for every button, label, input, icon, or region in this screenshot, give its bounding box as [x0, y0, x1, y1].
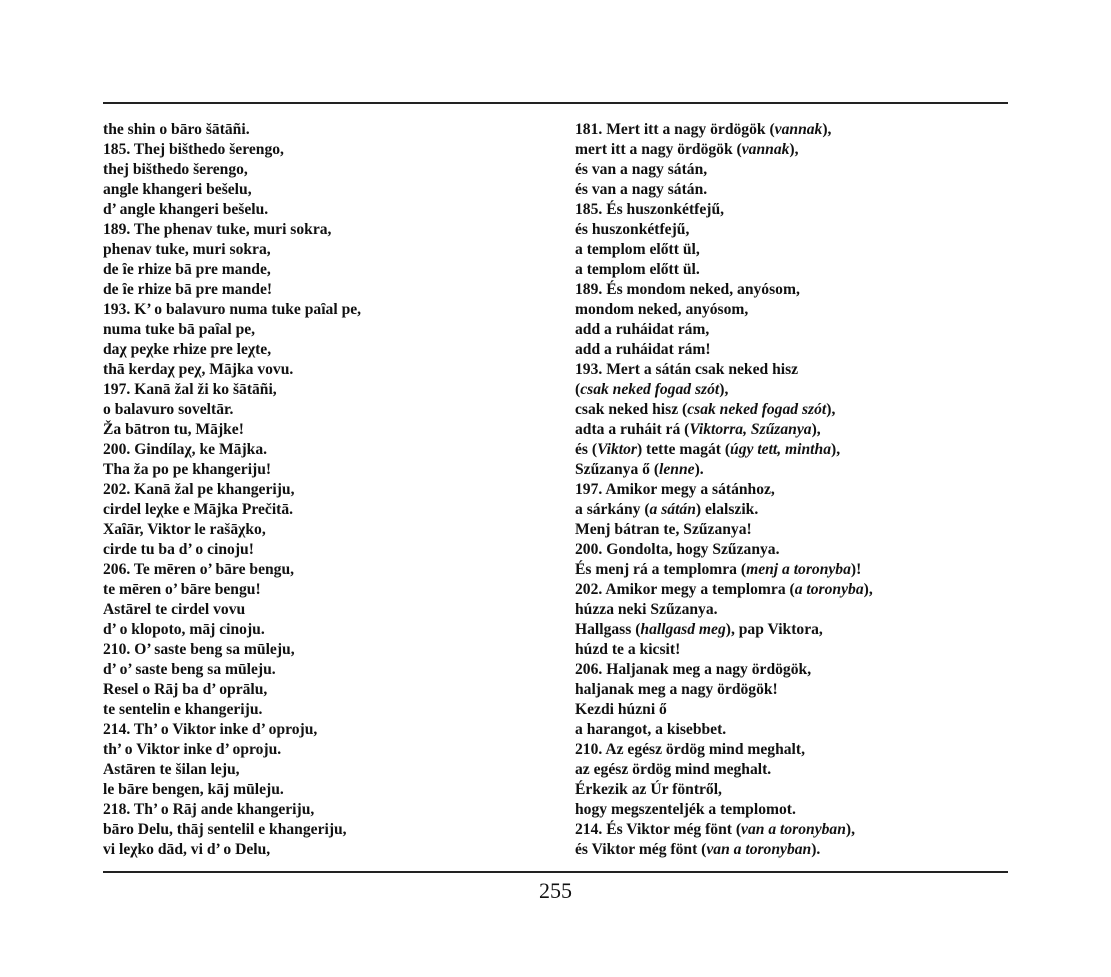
left-verse-line: angle khangeri bešelu,: [103, 181, 252, 198]
left-verse-line: le bāre bengen, kāj mūleju.: [103, 781, 284, 798]
verse-text: Kezdi húzni ő: [575, 701, 667, 718]
verse-text: ),: [863, 581, 873, 598]
italic-gloss: hallgasd meg: [640, 621, 726, 638]
right-verse-line: [575, 820, 1015, 840]
italic-gloss: a sátán: [649, 501, 696, 518]
verse-text: ),: [831, 441, 841, 458]
left-verse-line: d’ angle khangeri bešelu.: [103, 201, 269, 218]
left-verse-line: 202. Kanā žal pe khangeriju,: [103, 481, 295, 498]
right-verse-line: [575, 440, 1015, 460]
right-verse-line: [575, 480, 1015, 500]
verse-text: húzd te a kicsit!: [575, 641, 681, 658]
verse-text: ).: [811, 841, 821, 858]
verse-text: 210. Az egész ördög mind meghalt,: [575, 741, 805, 758]
right-verse-line: [575, 680, 1015, 700]
left-verse-line: d’ o klopoto, māj cinoju.: [103, 621, 265, 638]
italic-gloss: lenne: [659, 461, 695, 478]
italic-gloss: menj a toronyba: [746, 561, 851, 578]
verse-text: ),: [789, 141, 799, 158]
right-verse-line: [575, 240, 1015, 260]
right-verse-line: [575, 660, 1015, 680]
left-verse-line: cirde tu ba d’ o cinoju!: [103, 541, 254, 558]
verse-text: a sárkány (: [575, 501, 650, 518]
verse-text: ),: [826, 401, 836, 418]
verse-text: és huszonkétfejű,: [575, 221, 690, 238]
left-verse-line: 210. O’ saste beng sa mūleju,: [103, 641, 295, 658]
verse-text: 181. Mert itt a nagy ördögök (: [575, 121, 775, 138]
left-verse-line: numa tuke bā paȋal pe,: [103, 321, 256, 338]
right-verse-line: [575, 700, 1015, 720]
right-verse-line: [575, 800, 1015, 820]
right-verse-line: [575, 720, 1015, 740]
verse-text: ) tette magát (: [636, 441, 731, 458]
verse-text: a templom előtt ül,: [575, 241, 700, 258]
verse-text: Szűzanya ő (: [575, 461, 660, 478]
left-verse-line: Resel o Rāj ba d’ oprālu,: [103, 681, 268, 698]
verse-text: hogy megszenteljék a templomot.: [575, 801, 796, 818]
right-verse-line: [575, 260, 1015, 280]
right-verse-line: [575, 340, 1015, 360]
verse-text: 185. És huszonkétfejű,: [575, 201, 725, 218]
verse-text: ),: [811, 421, 821, 438]
left-verse-line: bāro Delu, thāj sentelil e khangeriju,: [103, 821, 347, 838]
right-verse-line: [575, 120, 1015, 140]
verse-text: Menj bátran te, Szűzanya!: [575, 521, 752, 538]
right-verse-line: [575, 780, 1015, 800]
verse-text: ),: [845, 821, 855, 838]
left-verse-line: cirdel leχke e Mājka Prečitā.: [103, 501, 294, 518]
right-verse-line: [575, 220, 1015, 240]
verse-text: ),: [719, 381, 729, 398]
right-verse-line: [575, 420, 1015, 440]
right-verse-line: [575, 540, 1015, 560]
right-verse-line: [575, 460, 1015, 480]
left-verse-line: Astāren te šilan leju,: [103, 761, 240, 778]
verse-text: ), pap Viktora,: [725, 621, 823, 638]
italic-gloss: van a toronyban: [706, 841, 812, 858]
right-verse-line: [575, 500, 1015, 520]
right-verse-line: [575, 580, 1015, 600]
left-verse-line: 189. The phenav tuke, muri sokra,: [103, 221, 332, 238]
italic-gloss: vannak: [774, 121, 823, 138]
left-verse-line: te sentelin e khangeriju.: [103, 701, 263, 718]
italic-gloss: vannak: [741, 141, 790, 158]
left-verse-line: de ȋe rhize bā pre mande!: [103, 281, 273, 298]
italic-gloss: van a toronyban: [741, 821, 846, 838]
left-verse-line: 214. Th’ o Viktor inke d’ oproju,: [103, 721, 318, 738]
left-verse-line: Astārel te cirdel vovu: [103, 601, 246, 618]
left-verse-line: th’ o Viktor inke d’ oproju.: [103, 741, 282, 758]
right-verse-line: [575, 280, 1015, 300]
verse-text: ),: [822, 121, 832, 138]
verse-text: a templom előtt ül.: [575, 261, 700, 278]
left-verse-line: 197. Kanā žal ži ko šātāñi,: [103, 381, 277, 398]
right-verse-line: [575, 180, 1015, 200]
verse-text: És menj rá a templomra (: [575, 561, 747, 578]
left-verse-line: phenav tuke, muri sokra,: [103, 241, 271, 258]
right-verse-line: [575, 640, 1015, 660]
left-verse-line: de ȋe rhize bā pre mande,: [103, 261, 271, 278]
page-number: 255: [539, 878, 572, 903]
verse-text: és van a nagy sátán.: [575, 181, 708, 198]
verse-text: )!: [850, 561, 862, 578]
verse-text: adta a ruháit rá (: [575, 421, 690, 438]
verse-text: és Viktor még fönt (: [575, 841, 707, 858]
left-verse-line: Tha ža po pe khangeriju!: [103, 461, 272, 478]
left-verse-line: te mēren o’ bāre bengu!: [103, 581, 261, 598]
verse-text: add a ruháidat rám,: [575, 321, 710, 338]
verse-text: és (: [575, 441, 598, 458]
right-verse-line: [575, 560, 1015, 580]
verse-text: (: [575, 381, 581, 398]
verse-text: 189. És mondom neked, anyósom,: [575, 281, 800, 298]
left-verse-line: thā kerdaχ peχ, Mājka vovu.: [103, 361, 294, 378]
left-verse-line: thej bišthedo šerengo,: [103, 161, 248, 178]
left-verse-line: Xaȋār, Viktor le rašāχko,: [103, 521, 266, 538]
verse-text: és van a nagy sátán,: [575, 161, 708, 178]
right-verse-line: [575, 200, 1015, 220]
right-verse-line: [575, 760, 1015, 780]
verse-text: Hallgass (: [575, 621, 641, 638]
right-verse-line: [575, 400, 1015, 420]
right-verse-line: [575, 520, 1015, 540]
italic-gloss: Viktorra, Szűzanya: [689, 421, 812, 438]
left-verse-line: vi leχko dād, vi d’ o Delu,: [103, 841, 271, 858]
right-verse-line: [575, 600, 1015, 620]
verse-text: ).: [694, 461, 704, 478]
verse-text: húzza neki Szűzanya.: [575, 601, 718, 618]
italic-gloss: csak neked fogad szót: [687, 401, 827, 418]
italic-gloss: úgy tett, mintha: [730, 441, 831, 458]
left-verse-line: daχ peχke rhize pre leχte,: [103, 341, 272, 358]
verse-text: az egész ördög mind meghalt.: [575, 761, 772, 778]
verse-text: 200. Gondolta, hogy Szűzanya.: [575, 541, 780, 558]
verse-text: a harangot, a kisebbet.: [575, 721, 727, 738]
verse-text: 214. És Viktor még fönt (: [575, 821, 742, 838]
italic-gloss: a toronyba: [794, 581, 864, 598]
right-verse-line: [575, 380, 1015, 400]
verse-text: haljanak meg a nagy ördögök!: [575, 681, 778, 698]
right-verse-line: [575, 160, 1015, 180]
bottom-rule: [103, 871, 1008, 873]
left-verse-line: 218. Th’ o Rāj ande khangeriju,: [103, 801, 315, 818]
right-verse-line: [575, 840, 1015, 860]
verse-text: csak neked hisz (: [575, 401, 688, 418]
verse-text: 202. Amikor megy a templomra (: [575, 581, 795, 598]
left-column-romani-text: [103, 120, 543, 860]
verse-text: 193. Mert a sátán csak neked hisz: [575, 361, 799, 378]
verse-text: 206. Haljanak meg a nagy ördögök,: [575, 661, 812, 678]
left-verse-line: the shin o bāro šātāñi.: [103, 121, 250, 138]
left-verse-line: 185. Thej bišthedo šerengo,: [103, 141, 284, 158]
verse-text: Érkezik az Úr föntről,: [575, 781, 722, 798]
right-verse-line: [575, 320, 1015, 340]
verse-text: mert itt a nagy ördögök (: [575, 141, 742, 158]
italic-gloss: csak neked fogad szót: [580, 381, 720, 398]
left-verse-line: Ža bātron tu, Mājke!: [103, 421, 244, 438]
verse-text: 197. Amikor megy a sátánhoz,: [575, 481, 775, 498]
top-rule: [103, 102, 1008, 104]
right-verse-line: [575, 360, 1015, 380]
left-verse-line: 193. K’ o balavuro numa tuke paȋal pe,: [103, 301, 362, 318]
left-verse-line: d’ o’ saste beng sa mūleju.: [103, 661, 276, 678]
right-verse-line: [575, 140, 1015, 160]
italic-gloss: Viktor: [597, 441, 637, 458]
right-column-hungarian-translation: [575, 120, 1015, 860]
verse-text: mondom neked, anyósom,: [575, 301, 749, 318]
right-verse-line: [575, 620, 1015, 640]
right-verse-line: [575, 740, 1015, 760]
verse-text: ) elalszik.: [695, 501, 759, 518]
left-verse-line: o balavuro soveltār.: [103, 401, 234, 418]
left-verse-line: 206. Te mēren o’ bāre bengu,: [103, 561, 295, 578]
verse-text: add a ruháidat rám!: [575, 341, 711, 358]
right-verse-line: [575, 300, 1015, 320]
left-verse-line: 200. Gindílaχ, ke Mājka.: [103, 441, 268, 458]
